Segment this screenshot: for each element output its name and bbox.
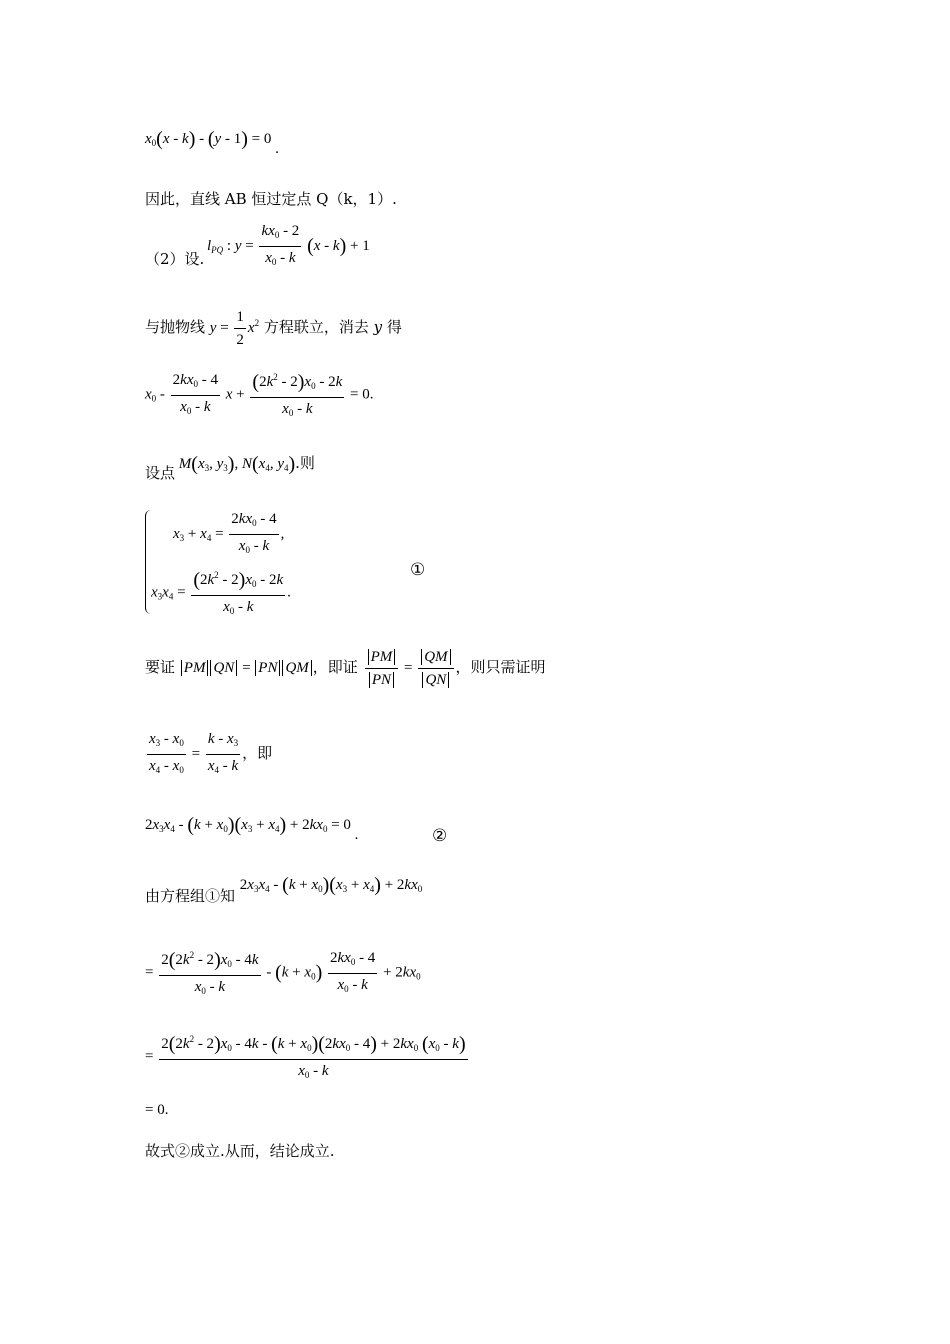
- system-equation-1: $x_3 + x_4$ = $\frac{2kx_0 - 4}{x_0 - k}$ ,: [173, 508, 284, 561]
- equation-number-1: ①: [410, 560, 426, 580]
- system-equation-2: $x_3x_4$ = $\frac{(2k^2 - 2)x_0 - 2k}{x_0 - k}$ .: [151, 564, 291, 622]
- final-conclusion: 故式②成立.从而，结论成立.: [145, 1142, 335, 1160]
- expression-step-2: = $\frac{2(2k^2 - 2)x_0 - 4k - (k + x_0)(2kx_0 - 4) + 2kx_0 (x_0 - k)}{x_0 - k}$: [145, 1028, 470, 1086]
- equation-2: $2x_3x_4 - (k + x_0)(x_3 + x_4) + 2kx_0 = 0$ .: [145, 814, 359, 843]
- define-points-prefix: 设点: [145, 464, 176, 482]
- to-prove-statement: 要证 PM QN = PN QM ，即证 $\frac{PM}{PN}$ = $\frac{QM}{QN}$ ，则只需证明: [145, 646, 546, 691]
- period: .: [275, 141, 279, 157]
- define-points-suffix: .则: [295, 454, 315, 472]
- define-points: [145, 452, 315, 483]
- quadratic-equation: $x_0$ - $\frac{2kx_0 - 4}{x_0 - k}$ x + $\frac{(2k^2 - 2)x_0 - 2k}{x_0 - k}$ = 0.: [145, 366, 373, 424]
- equation-system: [145, 508, 345, 618]
- equation-line-1: $x_0(x - k) - (y - 1) = 0$ .: [145, 128, 279, 157]
- distance-ratio-equation: $\frac{PM}{PN}$ = $\frac{QM}{QN}$: [363, 660, 456, 676]
- expression-start: $2x_3x_4 - (k + x_0)(x_3 + x_4) + 2kx_0$: [239, 874, 423, 896]
- points-mn: $M(x_3$, $y_3$), $N(x_4$, $y_4$): [178, 453, 296, 475]
- combine-with-parabola: 与抛物线 y = $\frac{1}{2}$ $x^2$ 方程联立，消去 y 得: [145, 306, 402, 351]
- from-system: 由方程组①知 $2x_3x_4 - (k + x_0)(x_3 + x_4) + 2kx_0$: [145, 874, 423, 905]
- distance-product-equation: PM QN = PN QM: [180, 660, 313, 676]
- expression-result: = 0.: [145, 1102, 169, 1118]
- part-2-label: （2）设.: [145, 250, 205, 268]
- line-pq-equation: $l_{PQ}$ : y = $\frac{kx_0 - 2}{x_0 - k}$ (x - k) + 1: [207, 220, 370, 273]
- conclusion-fixed-point: 因此，直线 AB 恒过定点 Q（k，1）.: [145, 190, 397, 208]
- equation-number-2: ②: [432, 826, 448, 846]
- ratio-equation: $\frac{x_3 - x_0}{x_4 - x_0}$ = $\frac{k - x_3}{x_4 - k}$ ，即: [145, 728, 272, 781]
- expression-step-1: = $\frac{2(2k^2 - 2)x_0 - 4k}{x_0 - k}$ - $(k + x_0)$ $\frac{2kx_0 - 4}{x_0 - k}$ + $2kx_0$: [145, 944, 421, 1002]
